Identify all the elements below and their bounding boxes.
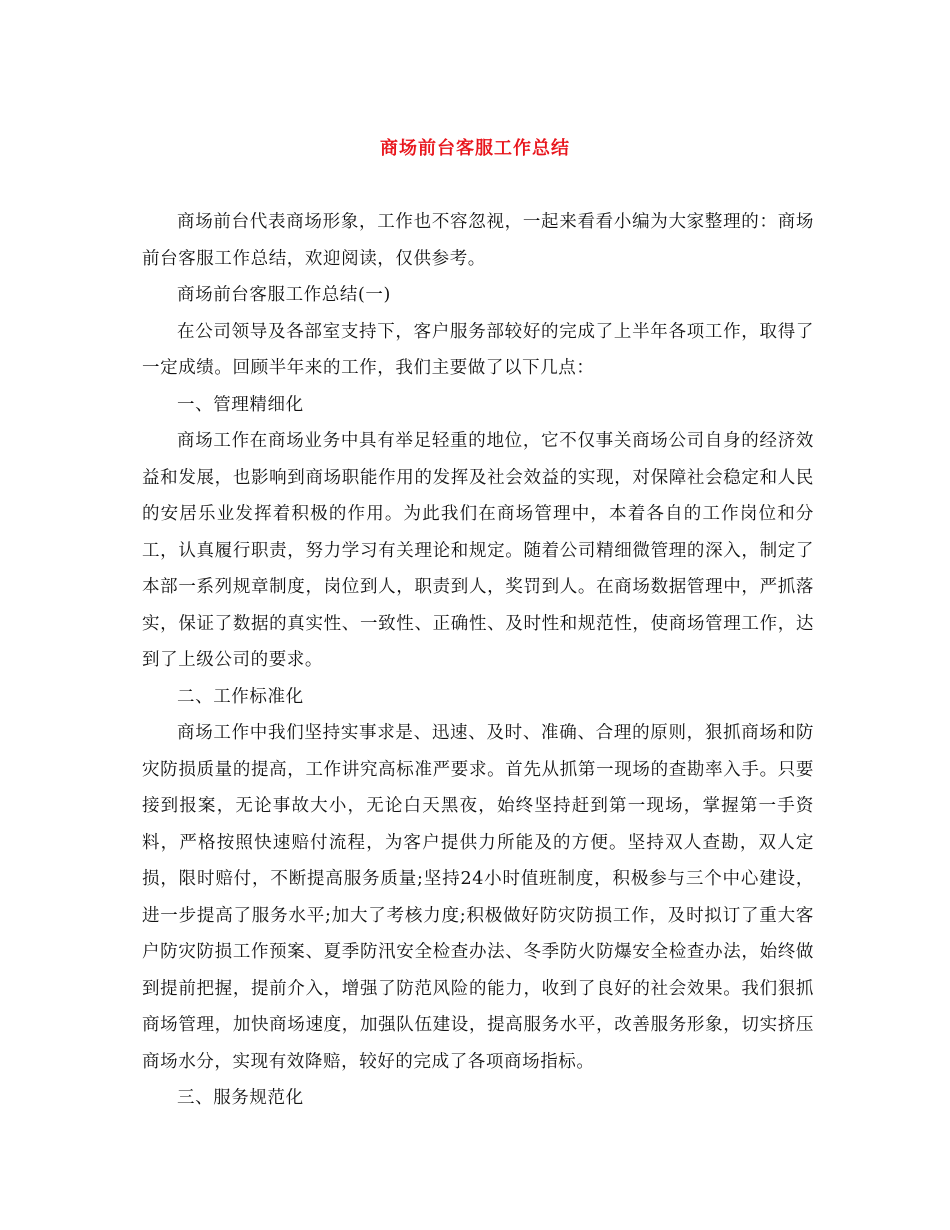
intro-paragraph: 商场前台代表商场形象，工作也不容忽视，一起来看看小编为大家整理的：商场前台客服工作总结，欢迎阅读，仅供参考。 bbox=[142, 212, 814, 269]
body-paragraph: 商场工作在商场业务中具有举足轻重的地位，它不仅事关商场公司自身的经济效益和发展，也影响到商场职能作用的发挥及社会效益的实现，对保障社会稳定和人民的安居乐业发挥着积极的作用。为此我们在商场管理中，本着各自的工作岗位和分工，认真履行职责，努力学习有关理论和规定。随着公司精细微管理的深入，制定了本部一系列规章制度，岗位到人，职责到人，奖罚到人。在商场数据管理中，严抓落实，保证了数据的真实性、一致性、正确性、及时性和规范性，使商场管理工作，达到了上级公司的要求。 bbox=[142, 431, 814, 670]
section-heading-management: 一、管理精细化 bbox=[177, 394, 304, 415]
document-title: 商场前台客服工作总结 bbox=[380, 138, 570, 159]
body-paragraph: 在公司领导及各部室支持下，客户服务部较好的完成了上半年各项工作，取得了一定成绩。回顾半年来的工作，我们主要做了以下几点： bbox=[142, 321, 814, 378]
document-body bbox=[142, 204, 814, 1117]
section-heading-standardization: 二、工作标准化 bbox=[177, 686, 304, 707]
section-heading-summary-one: 商场前台客服工作总结(一) bbox=[177, 285, 391, 305]
section-heading-service: 三、服务规范化 bbox=[177, 1088, 304, 1108]
body-paragraph: 商场工作中我们坚持实事求是、迅速、及时、准确、合理的原则，狠抓商场和防灾防损质量的提高，工作讲究高标准严要求。首先从抓第一现场的查勘率入手。只要接到报案，无论事故大小，无论白天黑夜，始终坚持赶到第一现场，掌握第一手资料，严格按照快速赔付流程，为客户提供力所能及的方便。坚持双人查勘，双人定损，限时赔付，不断提高服务质量;坚持24小时值班制度，积极参与三个中心建设，进一步提高了服务水平;加大了考核力度;积极做好防灾防损工作，及时拟订了重大客户防灾防损工作预案、夏季防汛安全检查办法、冬季防火防爆安全检查办法，始终做到提前把握，提前介入，增强了防范风险的能力，收到了良好的社会效果。我们狠抓商场管理，加快商场速度，加强队伍建设，提高服务水平，改善服务形象，切实挤压商场水分，实现有效降赔，较好的完成了各项商场指标。 bbox=[142, 723, 814, 1072]
